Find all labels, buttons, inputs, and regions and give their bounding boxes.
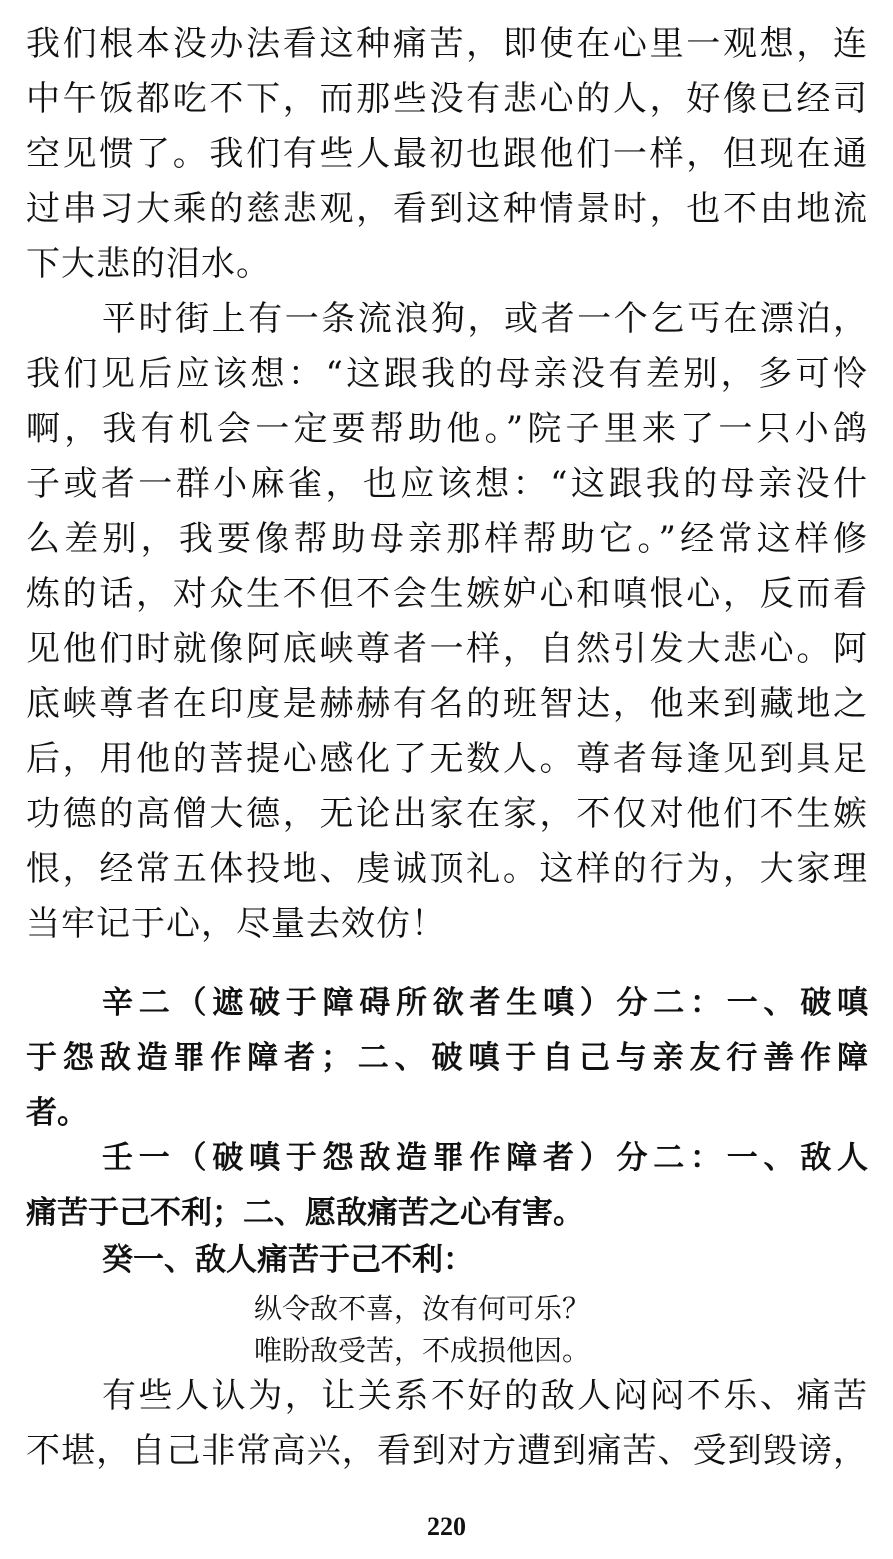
text-line: 下大悲的泪水。	[26, 244, 271, 284]
text-line: 不堪，自己非常高兴，看到对方遭到痛苦、受到毁谤，	[26, 1431, 868, 1471]
text-line: 功德的高僧大德，无论出家在家，不仅对他们不生嫉	[26, 794, 868, 834]
section-heading-ren-yi	[26, 1131, 868, 1241]
heading-line: 辛二（遮破于障碍所欲者生嗔）分二：一、破嗔	[102, 985, 868, 1021]
verse-line: 纵令敌不喜，汝有何可乐？	[254, 1292, 591, 1325]
text-line: 有些人认为，让关系不好的敌人闷闷不乐、痛苦	[102, 1376, 868, 1416]
paragraph-3	[26, 1369, 868, 1479]
text-line: 后，用他的菩提心感化了无数人。尊者每逢见到具足	[26, 739, 868, 779]
text-line: 我们根本没办法看这种痛苦，即使在心里一观想，连	[26, 24, 868, 64]
page-number: 220	[427, 1512, 466, 1541]
heading-line: 壬一（破嗔于怨敌造罪作障者）分二：一、敌人	[102, 1140, 868, 1176]
verse-block	[254, 1288, 590, 1372]
verse-line: 唯盼敌受苦，不成损他因。	[254, 1334, 591, 1367]
text-line: 平时街上有一条流浪狗，或者一个乞丐在漂泊，	[102, 299, 868, 339]
heading-line: 于怨敌造罪作障者；二、破嗔于自己与亲友行善作障	[26, 1040, 868, 1076]
text-line: 过串习大乘的慈悲观，看到这种情景时，也不由地流	[26, 189, 868, 229]
text-line: 啊，我有机会一定要帮助他。”院子里来了一只小鸽	[26, 409, 868, 449]
text-line: 见他们时就像阿底峡尊者一样，自然引发大悲心。阿	[26, 629, 868, 669]
text-line: 么差别，我要像帮助母亲那样帮助它。”经常这样修	[26, 519, 868, 559]
text-line: 中午饭都吃不下，而那些没有悲心的人，好像已经司	[26, 79, 868, 119]
paragraph-1	[26, 17, 868, 292]
text-line: 子或者一群小麻雀，也应该想：“这跟我的母亲没什	[26, 464, 868, 504]
text-line: 底峡尊者在印度是赫赫有名的班智达，他来到藏地之	[26, 684, 868, 724]
section-heading-xin-er	[26, 976, 868, 1141]
section-heading-gui-yi	[26, 1233, 868, 1288]
text-line: 炼的话，对众生不但不会生嫉妒心和嗔恨心，反而看	[26, 574, 868, 614]
text-line: 我们见后应该想：“这跟我的母亲没有差别，多可怜	[26, 354, 868, 394]
heading-line: 痛苦于己不利；二、愿敌痛苦之心有害。	[26, 1195, 584, 1231]
paragraph-2	[26, 292, 868, 952]
text-line: 恨，经常五体投地、虔诚顶礼。这样的行为，大家理	[26, 849, 868, 889]
heading-line: 癸一、敌人痛苦于己不利：	[102, 1242, 474, 1278]
heading-line: 者。	[26, 1095, 88, 1131]
text-line: 当牢记于心，尽量去效仿！	[26, 904, 446, 944]
text-line: 空见惯了。我们有些人最初也跟他们一样，但现在通	[26, 134, 868, 174]
